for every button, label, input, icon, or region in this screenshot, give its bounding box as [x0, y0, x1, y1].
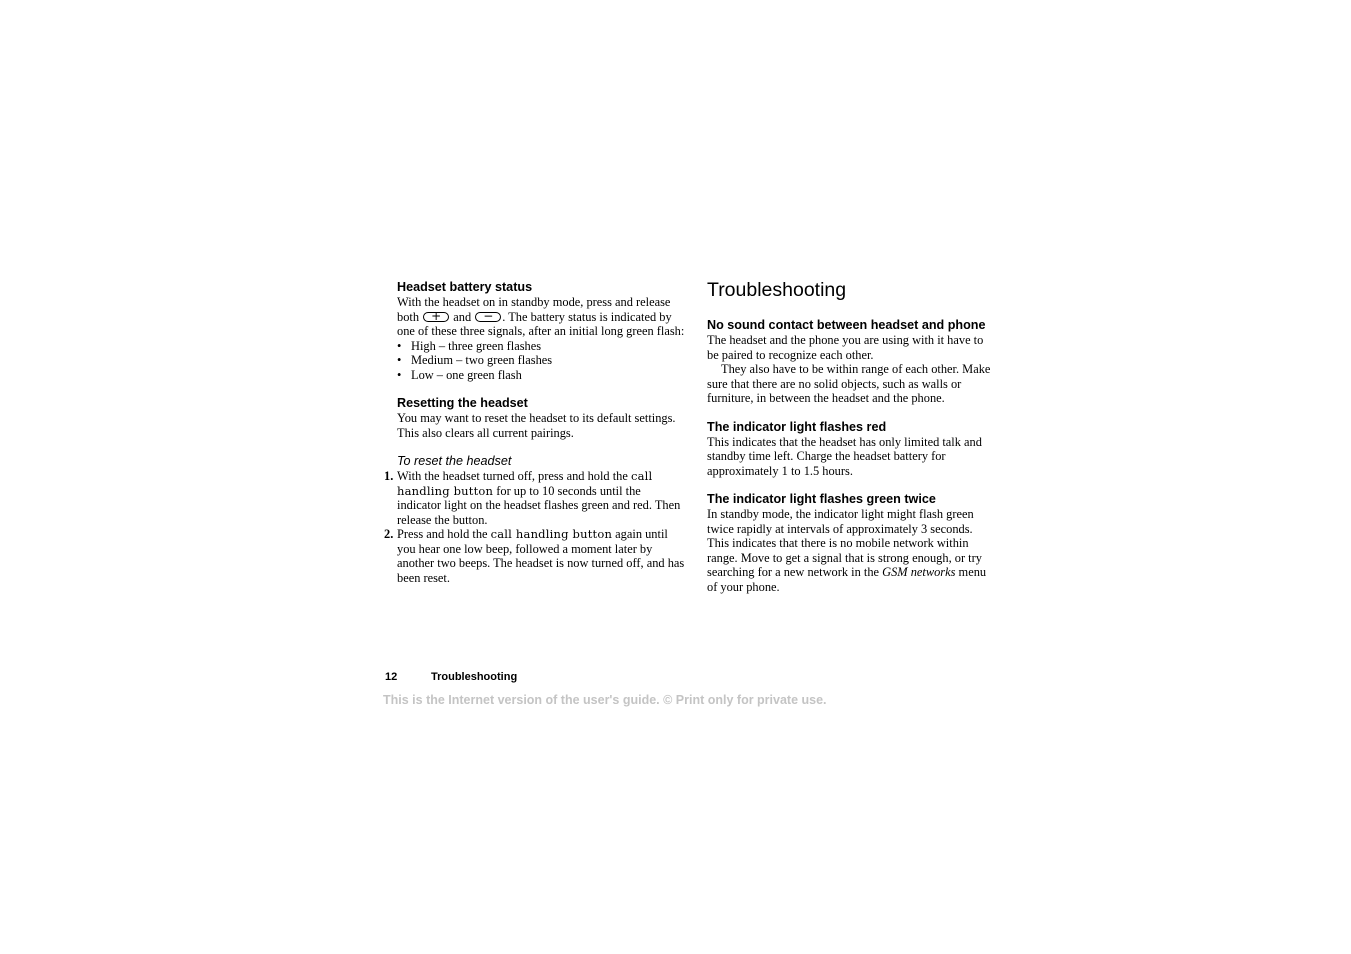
resetting-text: You may want to reset the headset to its default settings. This also clears all current pairings. [397, 411, 676, 440]
step-1: 1. With the headset turned off, press and hold the call handling button for up to 10 seconds until the indicator light on the headset flashes green and red. Then release the button. [384, 469, 681, 527]
footer-section-name: Troubleshooting [431, 671, 518, 683]
page-title: Troubleshooting [707, 279, 847, 301]
no-sound-text-1: The headset and the phone you are using with it have to be paired to recognize each other. [707, 333, 984, 362]
no-sound-text-2: They also have to be within range of each other. Make sure that there are no solid objects, such as walls or furniture, in between the headset and the phone. [707, 362, 991, 405]
right-column [707, 278, 997, 594]
no-sound-heading: No sound contact between headset and phone [707, 318, 986, 332]
volume-up-key-icon: + [423, 312, 449, 322]
volume-down-key-icon: − [475, 312, 501, 322]
battery-status-text: With the headset on in standby mode, press and release both + and − . The battery status is indicated by one of these three signals, after an initial long green flash: [397, 295, 685, 338]
flashes-red-heading: The indicator light flashes red [707, 419, 887, 434]
step-2: 2. Press and hold the call handling button again until you hear one low beep, followed a moment later by another two beeps. The headset is now turned off, and has been reset. [384, 527, 685, 585]
page-number: 12 [385, 671, 398, 683]
list-item: • Medium – two green flashes [397, 353, 553, 367]
list-item: • High – three green flashes [397, 338, 542, 353]
battery-signal-list [397, 339, 685, 383]
left-column [384, 280, 685, 585]
internet-version-notice: This is the Internet version of the user's guide. © Print only for private use. [383, 693, 827, 707]
gsm-networks-menu-name: GSM networks [882, 565, 956, 579]
list-item: • Low – one green flash [397, 367, 522, 382]
call-handling-button-term: call handling button [490, 527, 613, 541]
reset-subheading: To reset the headset [397, 454, 512, 468]
reset-steps [384, 469, 685, 585]
flashes-red-text: This indicates that the headset has only limited talk and standby time left. Charge the headset battery for approximately 1 to 1.5 hours. [707, 434, 982, 478]
call-handling-button-term: call handling button [397, 469, 653, 498]
battery-status-heading: Headset battery status [397, 280, 533, 294]
flashes-green-text: In standby mode, the indicator light might flash green twice rapidly at intervals of approximately 3 seconds. This indicates that there is no mobile network within range. Move to get a signal that is strong enough, or try searching for a new network in the GSM networks menu of your phone. [707, 507, 987, 594]
flashes-green-heading: The indicator light flashes green twice [707, 492, 936, 506]
resetting-heading: Resetting the headset [397, 396, 528, 410]
